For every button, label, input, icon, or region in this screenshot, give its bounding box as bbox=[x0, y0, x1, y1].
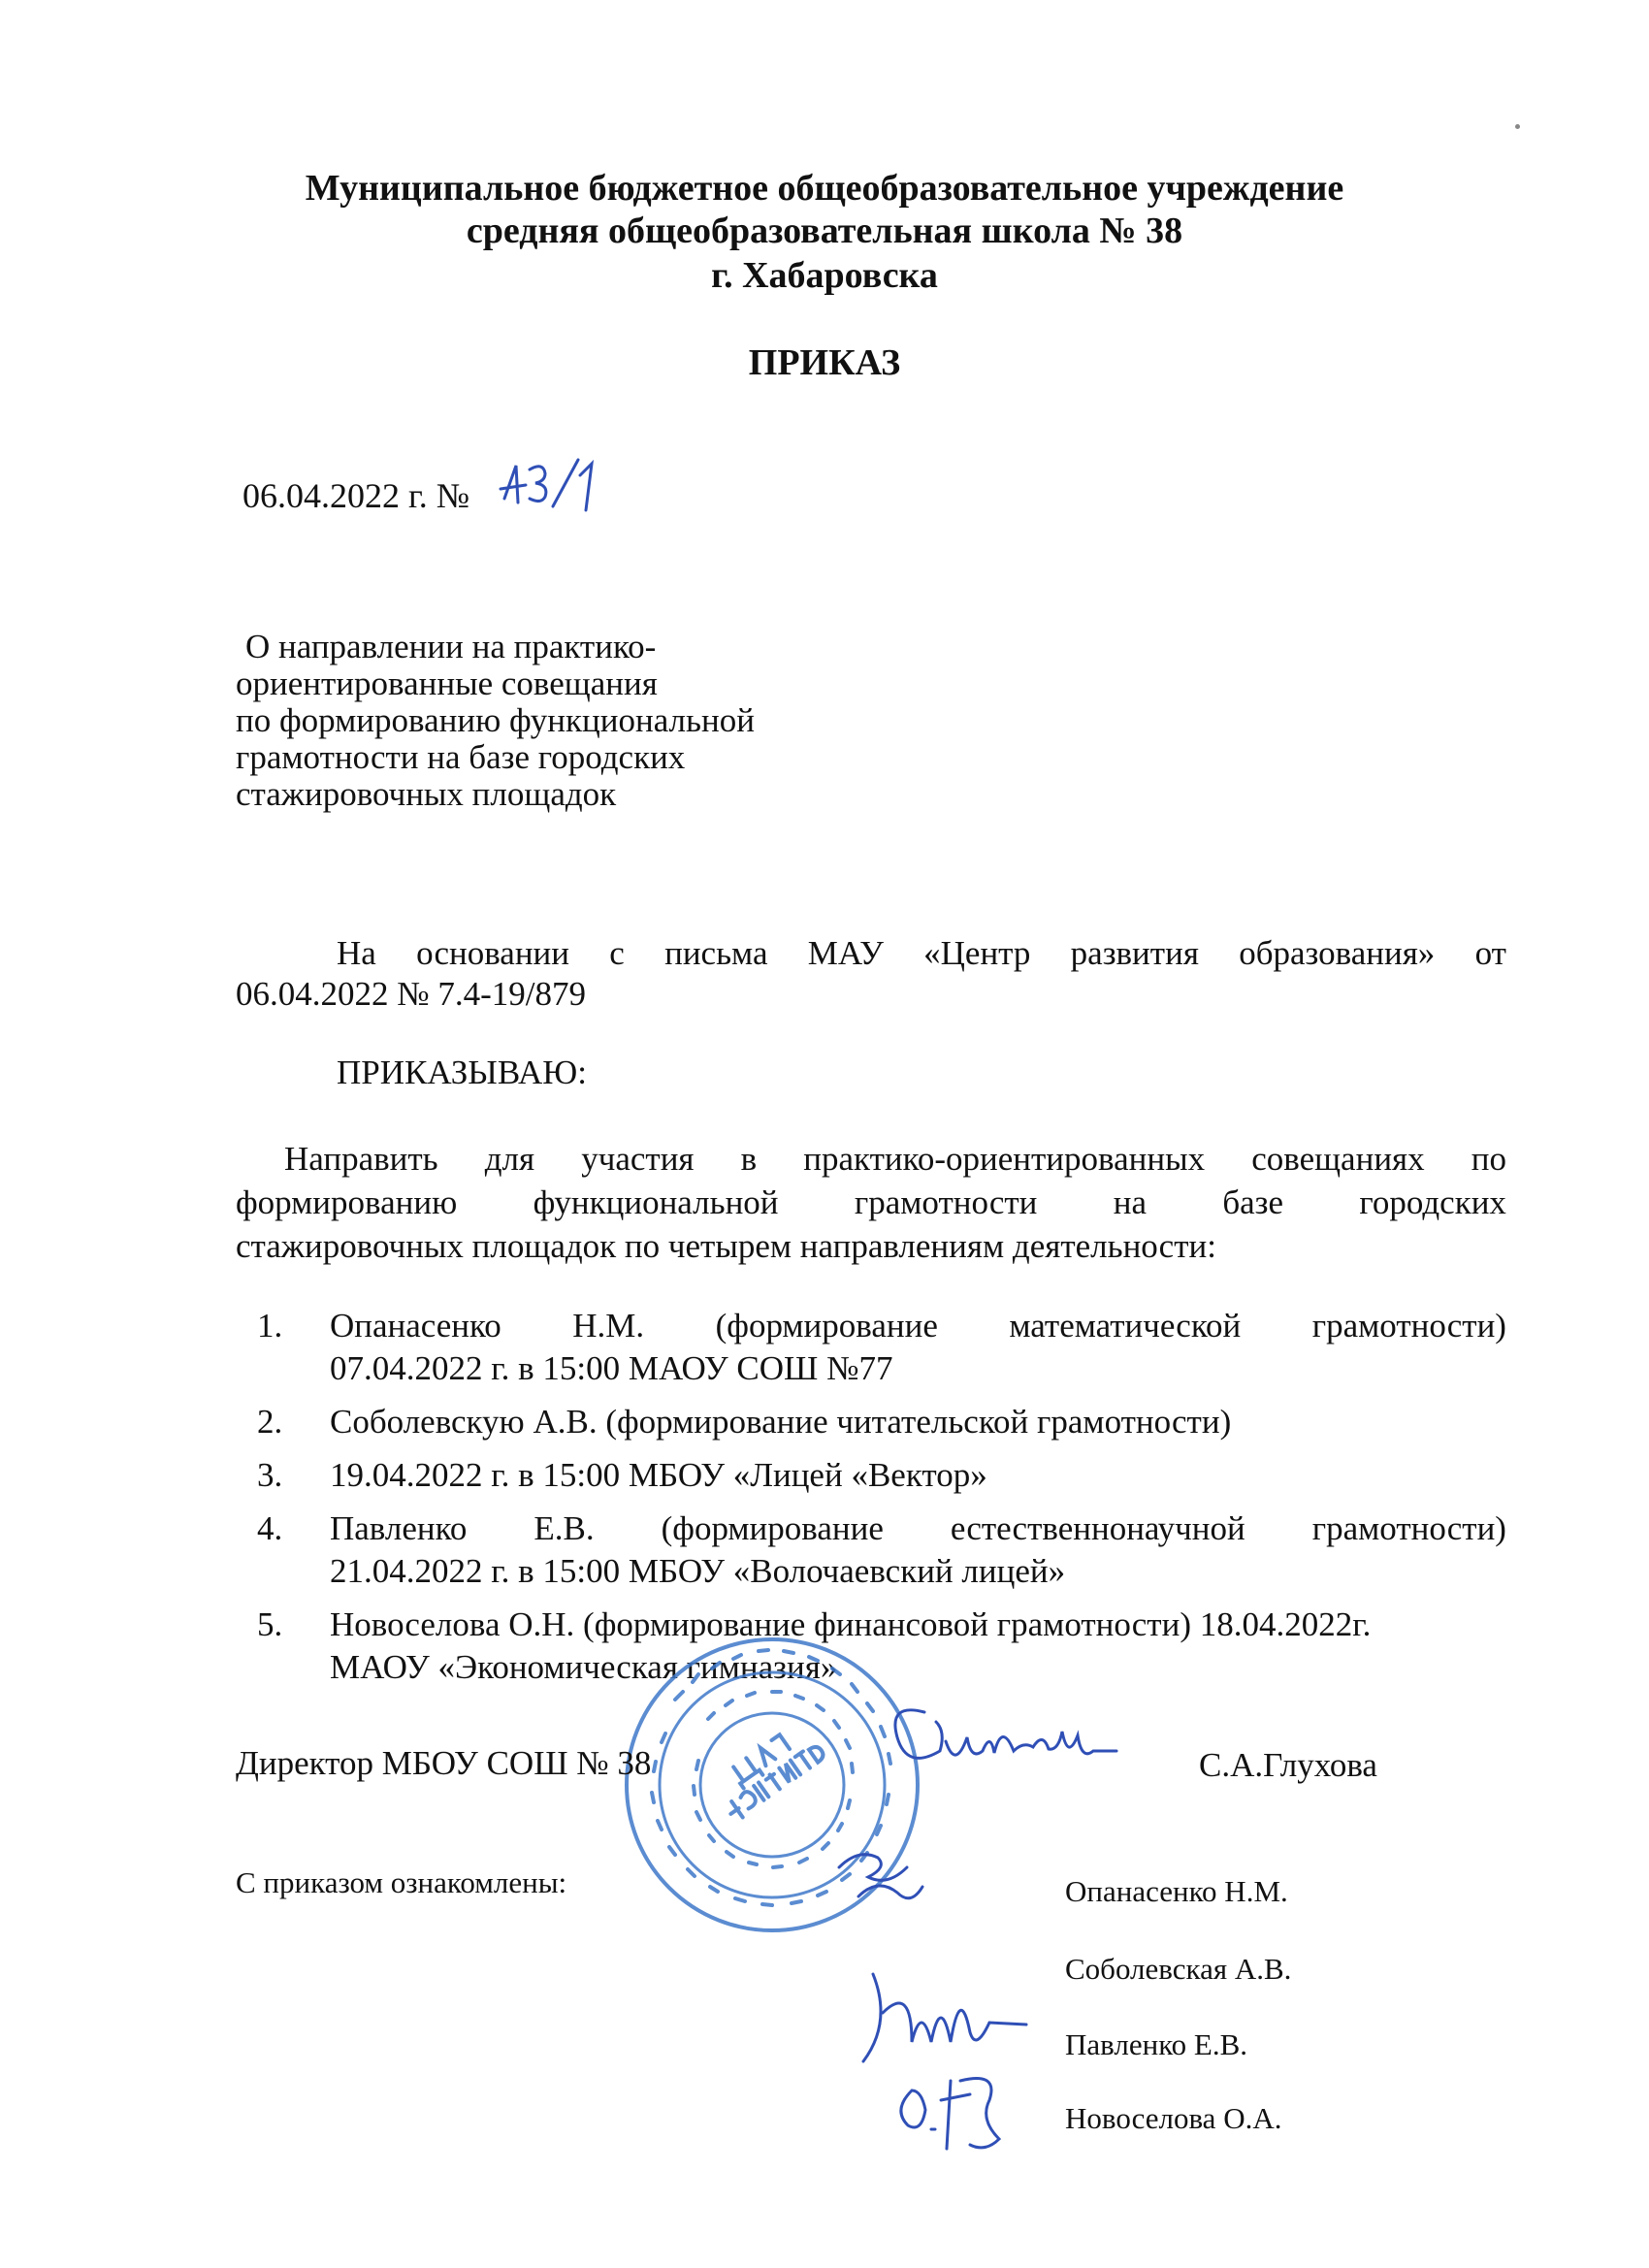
basis-word: с bbox=[609, 934, 625, 972]
acquainted-name: Соболевская А.В. bbox=[1065, 1952, 1292, 1986]
subject-line: ориентированные совещания bbox=[236, 664, 658, 702]
list-item-text: Соболевскую А.В. (формирование читательской грамотности) bbox=[330, 1403, 1232, 1441]
basis-word: от bbox=[1474, 934, 1506, 972]
basis-word: развития bbox=[1070, 934, 1199, 972]
list-item-number: 4. bbox=[257, 1509, 283, 1547]
order-title: ПРИКАЗ bbox=[748, 342, 901, 383]
list-item-number: 3. bbox=[257, 1456, 283, 1494]
subject-line: по формированию функциональной bbox=[236, 701, 755, 739]
order-subject bbox=[236, 629, 857, 813]
list-word: грамотности) bbox=[1311, 1509, 1506, 1547]
list-item-number: 2. bbox=[257, 1403, 283, 1441]
directive-word: для bbox=[484, 1140, 535, 1178]
basis-word: основании bbox=[416, 934, 570, 972]
acquainted-name: Опанасенко Н.М. bbox=[1065, 1874, 1288, 1908]
list-word: (формирование bbox=[715, 1307, 938, 1345]
basis-word: На bbox=[337, 934, 376, 972]
acquainted-signature bbox=[829, 1838, 926, 1926]
directive-word: в bbox=[740, 1140, 758, 1178]
order-date-number: 06.04.2022 г. № bbox=[242, 476, 470, 515]
list-word: грамотности) bbox=[1311, 1307, 1506, 1345]
basis-word: «Центр bbox=[923, 934, 1031, 972]
list-word: Павленко bbox=[330, 1509, 468, 1547]
list-item-number: 5. bbox=[257, 1605, 283, 1643]
prikazyvayu-heading: ПРИКАЗЫВАЮ: bbox=[337, 1053, 587, 1091]
list-item-detail: 21.04.2022 г. в 15:00 МБОУ «Волочаевский лицей» bbox=[330, 1552, 1066, 1590]
list-word: математической bbox=[1009, 1307, 1242, 1345]
scan-speck bbox=[1515, 124, 1520, 129]
directive-word: формированию bbox=[236, 1183, 458, 1221]
directive-word: участия bbox=[581, 1140, 695, 1178]
list-word: (формирование bbox=[661, 1509, 884, 1547]
list-item-number: 1. bbox=[257, 1307, 283, 1345]
list-item-text: 19.04.2022 г. в 15:00 МБОУ «Лицей «Вектор» bbox=[330, 1456, 987, 1494]
list-item-text: Новоселова О.Н. (формирование финансовой грамотности) 18.04.2022г. bbox=[330, 1605, 1372, 1643]
directive-word: практико-ориентированных bbox=[803, 1140, 1206, 1178]
acquainted-signature bbox=[892, 2052, 1018, 2158]
list-word: Н.М. bbox=[572, 1307, 645, 1345]
school-name-line1: Муниципальное бюджетное общеобразовательное учреждение bbox=[305, 168, 1344, 209]
basis-word: образования» bbox=[1239, 934, 1436, 972]
acquainted-name: Павленко Е.В. bbox=[1065, 2027, 1248, 2061]
directive-word: городских bbox=[1359, 1183, 1506, 1221]
handwritten-order-number bbox=[497, 456, 603, 516]
subject-line: стажировочных площадок bbox=[236, 775, 617, 813]
list-word: Опанасенко bbox=[330, 1307, 501, 1345]
list-item-detail: МАОУ «Экономическая гимназия» bbox=[330, 1648, 838, 1686]
basis-letter-ref: 06.04.2022 № 7.4-19/879 bbox=[236, 975, 587, 1013]
list-word: естественнонаучной bbox=[950, 1509, 1245, 1547]
acquainted-name: Новоселова О.А. bbox=[1065, 2101, 1282, 2135]
directive-word: грамотности bbox=[854, 1183, 1038, 1221]
list-word: Е.В. bbox=[534, 1509, 595, 1547]
directive-word: на bbox=[1113, 1183, 1148, 1221]
list-item-detail: 07.04.2022 г. в 15:00 МАОУ СОШ №77 bbox=[330, 1349, 893, 1387]
school-city: г. Хабаровска bbox=[711, 255, 938, 296]
school-name-line2: средняя общеобразовательная школа № 38 bbox=[466, 211, 1183, 251]
list-item bbox=[257, 1305, 1506, 1390]
subject-line: грамотности на базе городских bbox=[236, 738, 686, 776]
basis-word: письма bbox=[664, 934, 768, 972]
directive-word: совещаниях bbox=[1251, 1140, 1425, 1178]
directive-word: базе bbox=[1222, 1183, 1284, 1221]
directive-word: функциональной bbox=[533, 1183, 779, 1221]
director-title: Директор МБОУ СОШ № 38 bbox=[236, 1744, 652, 1782]
list-item bbox=[257, 1454, 1506, 1497]
director-name: С.А.Глухова bbox=[1199, 1746, 1377, 1784]
director-signature bbox=[878, 1693, 1120, 1799]
list-item bbox=[257, 1507, 1506, 1593]
list-item bbox=[257, 1401, 1506, 1443]
directive-word: по bbox=[1471, 1140, 1506, 1178]
directive-word: Направить bbox=[284, 1140, 438, 1178]
basis-word: МАУ bbox=[807, 934, 884, 972]
acquainted-label: С приказом ознакомлены: bbox=[236, 1865, 567, 1899]
basis-paragraph bbox=[236, 933, 1506, 1015]
subject-line: О направлении на практико- bbox=[245, 628, 657, 665]
directive-paragraph bbox=[236, 1137, 1506, 1268]
directive-line: стажировочных площадок по четырем направлениям деятельности: bbox=[236, 1227, 1216, 1265]
